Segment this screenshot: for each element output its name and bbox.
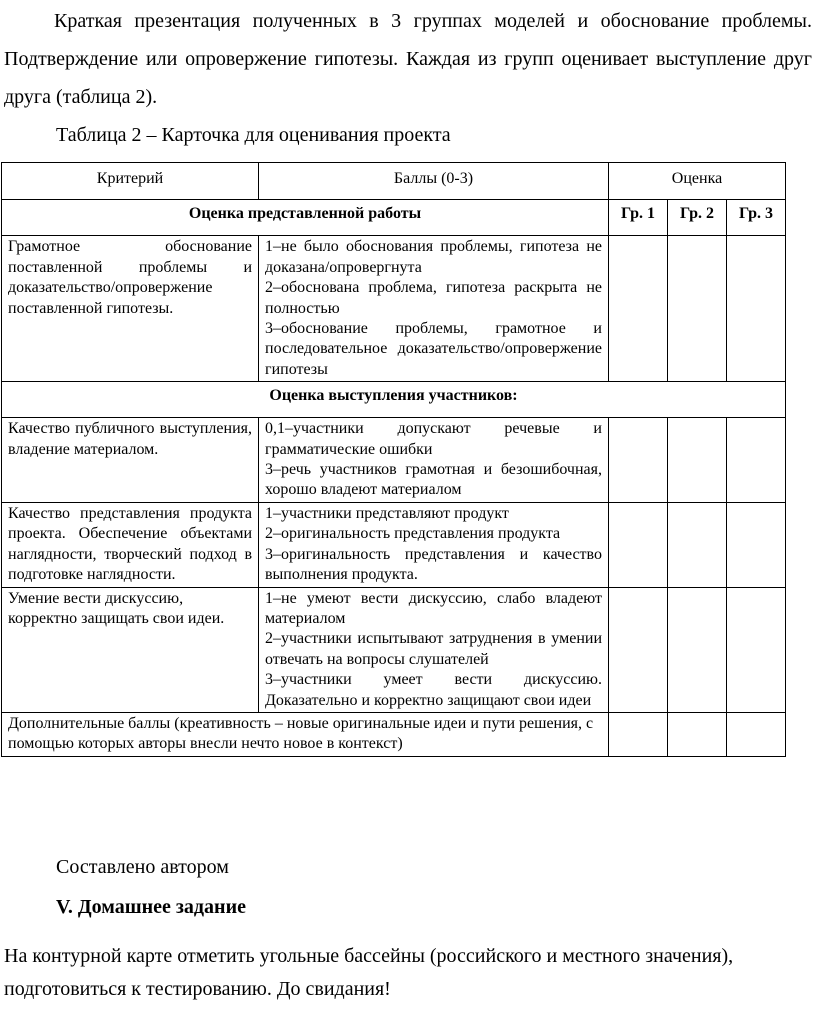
section-row: [2, 200, 786, 236]
grade-cell-gr1[interactable]: [609, 236, 668, 382]
group-3-header: Гр. 3: [727, 200, 786, 236]
points-line: 3–оригинальность представления и качество выполнения продукта.: [265, 545, 602, 584]
table-row: [2, 418, 786, 503]
points-line: 0,1–участники допускают речевые и грамматические ошибки: [265, 420, 602, 458]
grade-cell-gr2[interactable]: [668, 587, 727, 712]
table-row: [2, 502, 786, 587]
grade-cell-gr2[interactable]: [668, 418, 727, 503]
grade-cell-gr2[interactable]: [668, 712, 727, 756]
intro-paragraph: Краткая презентация полученных в 3 группах моделей и обоснование проблемы. Подтверждение или опровержение гипотезы. Каждая из групп оценивает выступление друг друга (таблица 2).: [4, 10, 812, 108]
points-line: 1–не умеют вести дискуссию, слабо владеют материалом: [265, 589, 602, 627]
points-line: 3–речь участников грамотная и безошибочная, хорошо владеют материалом: [265, 461, 602, 499]
grade-cell-gr2[interactable]: [668, 236, 727, 382]
source-note: Составлено автором: [56, 856, 229, 878]
criterion-cell: Грамотное обоснование поставленной проблемы и доказательство/опровержение поставленной гипотезы.: [2, 236, 259, 382]
points-line: 2–обоснована проблема, гипотеза раскрыта не полностью: [265, 279, 602, 317]
grade-cell-gr1[interactable]: [609, 418, 668, 503]
criterion-cell: Умение вести дискуссию, корректно защищать свои идеи.: [2, 587, 259, 712]
section-row: [2, 382, 786, 418]
points-cell: [259, 502, 609, 587]
grade-cell-gr1[interactable]: [609, 712, 668, 756]
points-line: 3–обоснование проблемы, грамотное и последовательное доказательство/опровержение гипотезы: [265, 320, 602, 378]
table-header-row: [2, 163, 786, 200]
homework-paragraph: На контурной карте отметить угольные бассейны (российского и местного значения), подготовиться к тестированию. До свидания!: [4, 945, 734, 1000]
group-1-header: Гр. 1: [609, 200, 668, 236]
points-line: 2–оригинальность представления продукта: [265, 525, 561, 543]
grade-cell-gr3[interactable]: [727, 418, 786, 503]
section-title-participants: Оценка выступления участников:: [2, 382, 786, 418]
points-line: 3–участники умеет вести дискуссию. Доказательно и корректно защищают свои идеи: [265, 671, 602, 709]
criterion-cell: Качество представления продукта проекта. Обеспечение объектами наглядности, творческий подход в подготовке наглядности.: [2, 502, 259, 587]
table-row: [2, 587, 786, 712]
header-grade: Оценка: [609, 163, 786, 200]
criterion-cell: Качество публичного выступления, владение материалом.: [2, 418, 259, 503]
grade-cell-gr3[interactable]: [727, 502, 786, 587]
grade-cell-gr3[interactable]: [727, 236, 786, 382]
points-line: 2–участники испытывают затруднения в умении отвечать на вопросы слушателей: [265, 630, 602, 668]
extra-points-cell: Дополнительные баллы (креативность – новые оригинальные идеи и пути решения, с помощью которых авторы внесли нечто новое в контекст): [2, 712, 609, 756]
table-row-extra: [2, 712, 786, 756]
grade-cell-gr1[interactable]: [609, 502, 668, 587]
group-2-header: Гр. 2: [668, 200, 727, 236]
points-cell: [259, 587, 609, 712]
grade-cell-gr3[interactable]: [727, 587, 786, 712]
header-points: Баллы (0-3): [259, 163, 609, 200]
points-cell: [259, 236, 609, 382]
grade-cell-gr1[interactable]: [609, 587, 668, 712]
points-line: 1–не было обоснования проблемы, гипотеза не доказана/опровергнута: [265, 238, 602, 276]
table-caption: Таблица 2 – Карточка для оценивания проекта: [56, 124, 451, 146]
evaluation-table: [1, 162, 786, 757]
grade-cell-gr3[interactable]: [727, 712, 786, 756]
points-line: 1–участники представляют продукт: [265, 504, 509, 522]
section-title-work: Оценка представленной работы: [2, 200, 609, 236]
header-criterion: Критерий: [2, 163, 259, 200]
section-heading: V. Домашнее задание: [56, 896, 246, 918]
table-row: [2, 236, 786, 382]
grade-cell-gr2[interactable]: [668, 502, 727, 587]
points-cell: [259, 418, 609, 503]
